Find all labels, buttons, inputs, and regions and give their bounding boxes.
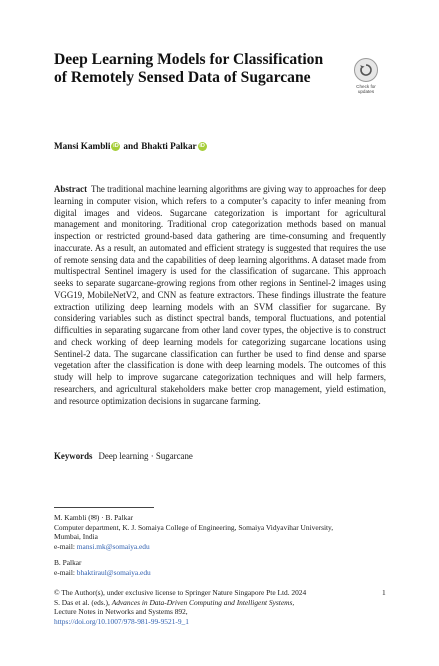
- copyright-block: [54, 588, 374, 627]
- badge-text: [350, 84, 382, 94]
- footnote-divider: [54, 507, 154, 508]
- citation-editors: S. Das et al. (eds.),: [54, 597, 110, 607]
- footnote-name: B. Palkar: [54, 557, 82, 567]
- page-number: 1: [382, 588, 386, 597]
- author-list: [54, 141, 210, 152]
- footnote-names: M. Kambli (✉) · B. Palkar: [54, 513, 134, 522]
- update-icon: [354, 58, 378, 82]
- author-connector: and: [123, 141, 139, 151]
- footnote-email-row: [54, 542, 386, 552]
- keywords: [54, 451, 386, 462]
- email-link[interactable]: bhaktiraul@somaiya.edu: [76, 567, 151, 577]
- author-name: Bhakti Palkar: [141, 141, 197, 151]
- footnote-affiliation: Computer department, K. J. Somaiya College of Engineering, Somaiya Vidyavihar University,: [54, 522, 334, 532]
- orcid-icon[interactable]: iD: [113, 143, 119, 149]
- paper-title: Deep Learning Models for Classification of Remotely Sensed Data of Sugarcane: [54, 51, 324, 86]
- book-title: Advances in Data-Driven Computing and Intelligent Systems,: [111, 597, 295, 607]
- citation-line: [54, 598, 374, 608]
- author-footnotes: [54, 513, 386, 577]
- badge-line-2: updates: [357, 89, 375, 94]
- email-label: e-mail:: [54, 567, 75, 577]
- abstract-body: The traditional machine learning algorithms are giving way to approaches for deep learning in computer vision, which refers to a computer’s capacity to infer meaning from digital images and videos. Sugarcane categorization is important for agricultural management and monitoring. Traditional crop categorization methods based on manual inspection or restricted ground-based data gathering are time-consuming and frequently inaccurate. As a result, an automated and efficient strategy is suggested that requires the use of remote sensing data and the capabilities of deep learning algorithms. A dataset made from multispectral Sentinel imagery is used for the classification of sugarcane. This approach seeks to separate sugarcane-growing regions from other regions in Sentinel-2 images using VGG19, MobileNetV2, and CNN as feature extractors. These findings illustrate the feature extraction utilizing deep learning models with an SVM classifier for sugarcane. By considering variables such as distinct spectral bands, temporal fluctuations, and potential difficulties in separating sugarcane from other land cover types, the objective is to construct and check working of deep learning models for categorizing sugarcane locations using Sentinel-2 data. The sugarcane classification can further be used to find dense and sparse vegetation after the classification is done with deep learning models. The outcomes of this study will help to improve sugarcane categorization techniques and will help farmers, researchers, and agricultural stakeholders make better crop management, yield estimation, and resource optimization decisions in sugarcane farming.: [54, 184, 386, 406]
- series-line: Lecture Notes in Networks and Systems 892,: [54, 607, 188, 617]
- email-link[interactable]: mansi.mk@somaiya.edu: [76, 542, 150, 552]
- keywords-list: Deep learning · Sugarcane: [98, 451, 193, 461]
- orcid-icon[interactable]: iD: [199, 143, 205, 149]
- email-label: e-mail:: [54, 542, 75, 552]
- footnote-email-row: [54, 568, 386, 578]
- doi-link[interactable]: https://doi.org/10.1007/978-981-99-9521-9_1: [54, 617, 189, 627]
- badge-line-1: Check for: [356, 84, 376, 89]
- check-for-updates-badge[interactable]: [350, 58, 382, 98]
- abstract: [54, 184, 386, 407]
- abstract-heading: Abstract: [54, 184, 88, 194]
- author-name: Mansi Kambli: [54, 141, 111, 151]
- footnote-affiliation-city: Mumbai, India: [54, 532, 98, 542]
- keywords-heading: Keywords: [54, 451, 93, 461]
- copyright-line: © The Author(s), under exclusive license to Springer Nature Singapore Pte Ltd. 2024: [54, 588, 307, 597]
